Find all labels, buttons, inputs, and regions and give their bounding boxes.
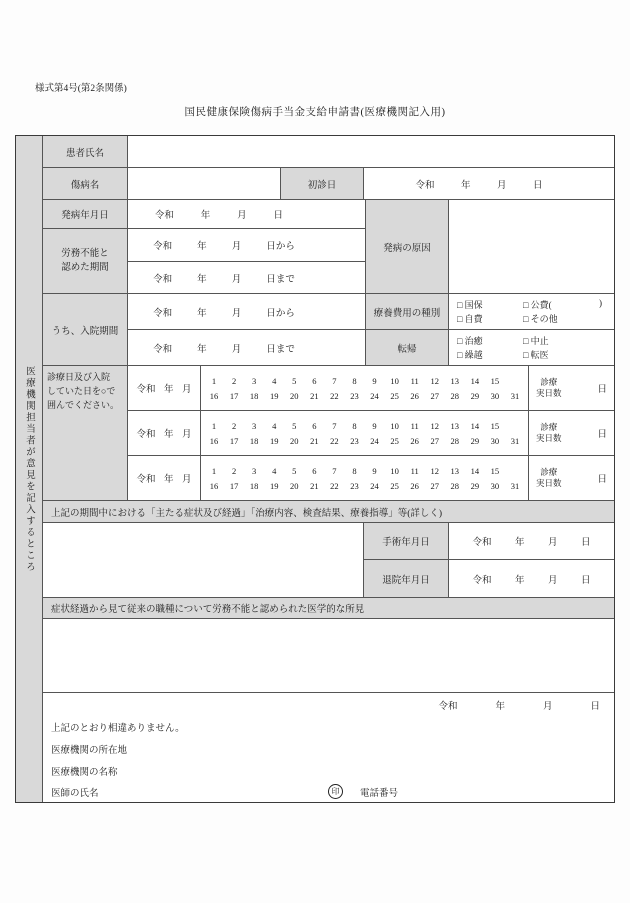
era-label: 令和 <box>153 308 173 319</box>
discharge-date-label: 退院年月日 <box>364 560 449 598</box>
day-number[interactable]: 30 <box>490 435 500 446</box>
day-number[interactable]: 30 <box>490 390 500 401</box>
checkbox-stopped[interactable]: □ 中止 <box>523 336 549 346</box>
era-label: 令和 <box>472 538 492 548</box>
year-label: 年 <box>514 538 525 548</box>
unable-period-label <box>43 229 128 294</box>
era-label: 令和 <box>415 180 435 191</box>
day-number[interactable]: 20 <box>290 435 299 446</box>
day-number[interactable]: 19 <box>269 435 279 446</box>
label-line: 実日数 <box>536 478 562 488</box>
day-number[interactable] <box>505 376 525 386</box>
day-number[interactable]: 1 <box>211 420 217 431</box>
day-numbers <box>201 366 528 410</box>
visit-days-label <box>536 467 562 490</box>
surgery-date-label: 手術年月日 <box>364 523 449 560</box>
day-number[interactable]: 5 <box>292 465 297 476</box>
day-number[interactable]: 7 <box>332 375 337 386</box>
patient-name-field[interactable] <box>128 136 614 168</box>
day-number[interactable]: 31 <box>510 435 520 446</box>
era-label: 令和 <box>136 385 156 395</box>
day-number[interactable]: 27 <box>430 480 439 491</box>
day-number[interactable]: 1 <box>211 465 217 476</box>
day-number[interactable]: 22 <box>330 480 339 491</box>
disease-name-label: 傷病名 <box>43 168 128 200</box>
day-number[interactable] <box>505 421 525 431</box>
calendar-1-visit-days-field[interactable] <box>529 366 614 411</box>
day-number[interactable]: 25 <box>390 480 399 491</box>
day-number[interactable]: 13 <box>450 375 460 386</box>
day-number[interactable]: 31 <box>510 480 520 491</box>
month-label: 月 <box>237 211 247 221</box>
day-number[interactable]: 2 <box>231 420 237 431</box>
day-number[interactable]: 10 <box>390 465 399 476</box>
day-number[interactable]: 12 <box>430 465 439 476</box>
form-code: 様式第4号(第2条関係) <box>35 84 127 94</box>
day-number[interactable]: 14 <box>470 375 480 386</box>
onset-date-field[interactable] <box>128 200 366 229</box>
day-number[interactable]: 8 <box>352 375 357 386</box>
day-number[interactable]: 18 <box>249 480 259 491</box>
year-label: 年 <box>197 344 207 355</box>
day-number[interactable]: 20 <box>290 480 299 491</box>
label-line: 実日数 <box>536 388 562 398</box>
day-from-label: 日から <box>266 308 295 319</box>
day-number[interactable]: 16 <box>209 390 219 401</box>
calendar-2-year-month-field[interactable] <box>128 411 201 456</box>
sidebar-section-label: 医療機関担当者が意見を記入するところ <box>16 136 43 802</box>
day-number[interactable]: 29 <box>470 390 480 401</box>
era-label: 令和 <box>153 242 173 252</box>
patient-name-label: 患者氏名 <box>43 136 128 168</box>
day-number[interactable]: 16 <box>209 480 219 491</box>
day-number[interactable]: 11 <box>410 375 419 386</box>
day-number[interactable]: 27 <box>430 435 439 446</box>
year-label: 年 <box>495 702 505 712</box>
checkbox-transferred[interactable]: □ 転医 <box>523 350 549 360</box>
day-number[interactable]: 10 <box>390 375 399 386</box>
day-number[interactable]: 17 <box>229 435 239 446</box>
day-number[interactable]: 12 <box>430 375 439 386</box>
day-label: 日 <box>273 211 284 221</box>
day-number[interactable]: 5 <box>292 420 297 431</box>
day-number[interactable]: 9 <box>372 420 377 431</box>
year-label: 年 <box>197 308 207 319</box>
year-label: 年 <box>460 180 471 191</box>
day-number[interactable]: 23 <box>350 480 359 491</box>
certification-section <box>43 693 614 802</box>
day-number[interactable]: 15 <box>490 465 500 476</box>
day-number[interactable]: 24 <box>370 390 379 401</box>
year-label: 年 <box>197 242 207 252</box>
day-number[interactable]: 8 <box>352 420 357 431</box>
month-label: 月 <box>231 344 242 355</box>
day-number[interactable]: 27 <box>430 390 439 401</box>
day-number[interactable]: 21 <box>310 480 319 491</box>
surgery-date-field[interactable] <box>449 523 614 560</box>
findings-text-field[interactable] <box>43 619 614 693</box>
month-label: 月 <box>181 430 192 440</box>
month-label: 月 <box>181 475 192 485</box>
day-number[interactable]: 1 <box>211 375 217 386</box>
day-number[interactable]: 7 <box>332 465 337 476</box>
day-number[interactable]: 4 <box>272 375 277 386</box>
day-number[interactable]: 11 <box>410 420 419 431</box>
month-label: 月 <box>181 385 192 395</box>
day-number[interactable]: 18 <box>249 390 259 401</box>
day-number[interactable]: 31 <box>510 390 520 401</box>
day-number[interactable]: 19 <box>269 480 279 491</box>
month-label: 月 <box>547 538 558 548</box>
label-line: 診療 <box>540 421 558 432</box>
onset-cause-field[interactable] <box>449 200 614 294</box>
day-number[interactable]: 21 <box>310 390 319 401</box>
month-label: 月 <box>231 274 242 285</box>
seal-mark-icon: 印 <box>328 784 343 799</box>
calendar-1-days-grid[interactable] <box>201 366 529 411</box>
day-number[interactable]: 15 <box>490 375 500 386</box>
day-number[interactable]: 25 <box>390 435 399 446</box>
month-label: 月 <box>231 242 242 252</box>
checkbox-kohi[interactable] <box>523 298 606 311</box>
expense-type-options <box>449 294 614 330</box>
day-number[interactable]: 12 <box>430 420 439 431</box>
day-number[interactable]: 24 <box>370 480 379 491</box>
day-unit-label: 日 <box>597 475 607 485</box>
label-line: 診療 <box>540 376 558 387</box>
day-number[interactable]: 30 <box>490 480 500 491</box>
year-label: 年 <box>163 430 174 440</box>
page-title: 国民健康保険傷病手当金支給申請書(医療機関記入用) <box>184 107 446 118</box>
day-number[interactable]: 9 <box>372 375 377 386</box>
day-numbers <box>201 411 528 455</box>
day-number[interactable]: 15 <box>490 420 500 431</box>
day-number[interactable]: 20 <box>290 390 299 401</box>
day-number[interactable] <box>505 466 525 476</box>
certification-statement: 上記のとおり相違ありません。 <box>51 724 185 734</box>
day-number[interactable]: 9 <box>372 465 377 476</box>
day-number[interactable]: 18 <box>249 435 259 446</box>
day-number[interactable]: 22 <box>330 390 339 401</box>
year-label: 年 <box>514 575 525 586</box>
calendar-3-year-month-field[interactable] <box>128 456 201 501</box>
day-number[interactable]: 8 <box>352 465 357 476</box>
hospital-period-label: うち、入院期間 <box>43 294 128 366</box>
day-number[interactable]: 28 <box>450 480 460 491</box>
first-visit-label: 初診日 <box>281 168 364 200</box>
doctor-name-label: 医師の氏名 <box>51 789 99 799</box>
day-number[interactable]: 29 <box>470 435 480 446</box>
day-number[interactable]: 7 <box>332 420 337 431</box>
month-label: 月 <box>542 702 553 712</box>
year-label: 年 <box>163 475 174 485</box>
calendar-3-days-grid[interactable] <box>201 456 529 501</box>
day-from-label: 日から <box>266 242 295 252</box>
day-to-label: 日まで <box>266 274 295 285</box>
disease-name-field[interactable] <box>128 168 281 200</box>
label-line: 実日数 <box>536 433 562 443</box>
day-number[interactable]: 11 <box>410 465 419 476</box>
label-line: 囲んでください。 <box>47 399 120 410</box>
visit-days-label <box>536 377 562 400</box>
day-number[interactable]: 13 <box>450 465 460 476</box>
day-number[interactable]: 26 <box>410 480 419 491</box>
label-line: していた日を○で <box>47 385 116 396</box>
calendar-1-year-month-field[interactable] <box>128 366 201 411</box>
day-number[interactable]: 25 <box>390 390 399 401</box>
outcome-label: 転帰 <box>366 330 449 366</box>
hospital-period-from-field[interactable] <box>128 294 366 330</box>
day-number[interactable]: 26 <box>410 390 419 401</box>
day-unit-label: 日 <box>597 430 607 440</box>
day-number[interactable]: 21 <box>310 435 319 446</box>
phone-number-label: 電話番号 <box>360 789 399 799</box>
onset-date-label: 発病年月日 <box>43 200 128 229</box>
era-label: 令和 <box>438 702 458 712</box>
outcome-options <box>449 330 614 366</box>
day-unit-label: 日 <box>597 385 607 395</box>
discharge-date-field[interactable] <box>449 560 614 598</box>
day-label: 日 <box>580 575 591 586</box>
hospital-period-to-field[interactable] <box>128 330 366 366</box>
day-number[interactable]: 13 <box>450 420 460 431</box>
checkbox-kokuho[interactable]: □ 国保 <box>457 300 483 310</box>
day-number[interactable]: 5 <box>292 375 297 386</box>
unable-period-from-field[interactable] <box>128 229 366 262</box>
day-to-label: 日まで <box>266 344 295 355</box>
day-number[interactable]: 6 <box>312 375 317 386</box>
certification-date-field[interactable] <box>438 698 600 712</box>
day-number[interactable]: 2 <box>231 375 237 386</box>
month-label: 月 <box>231 308 242 319</box>
day-number[interactable]: 14 <box>470 420 480 431</box>
month-label: 月 <box>547 575 558 586</box>
era-label: 令和 <box>136 475 156 485</box>
year-label: 年 <box>163 385 174 395</box>
visit-days-label <box>536 422 562 445</box>
institution-address-label: 医療機関の所在地 <box>51 746 128 756</box>
day-number[interactable]: 4 <box>272 465 277 476</box>
form-table <box>15 135 615 803</box>
day-number[interactable]: 16 <box>209 435 219 446</box>
findings-section-header: 症状経過から見て従来の職種について労務不能と認められた医学的な所見 <box>43 598 614 619</box>
day-number[interactable]: 3 <box>252 465 257 476</box>
label-line: 認めた期間 <box>61 263 109 273</box>
day-number[interactable]: 19 <box>269 390 279 401</box>
label-line: 労務不能と <box>61 248 109 259</box>
day-number[interactable]: 10 <box>390 420 399 431</box>
calendar-2-visit-days-field[interactable] <box>529 411 614 456</box>
day-label: 日 <box>580 538 591 548</box>
month-label: 月 <box>496 180 507 191</box>
era-label: 令和 <box>153 274 173 285</box>
day-number[interactable]: 3 <box>252 375 257 386</box>
symptoms-section-header: 上記の期間中における「主たる症状及び経過」「治療内容、検査結果、療養指導」等(詳しく) <box>43 501 614 523</box>
day-numbers <box>201 456 528 500</box>
calendar-3-visit-days-field[interactable] <box>529 456 614 501</box>
symptoms-text-field[interactable] <box>43 523 364 598</box>
checkbox-kohi-label: □ 公費( <box>523 300 552 310</box>
day-number[interactable]: 4 <box>272 420 277 431</box>
day-number[interactable]: 23 <box>350 390 359 401</box>
day-label: 日 <box>532 180 543 191</box>
era-label: 令和 <box>153 344 173 355</box>
onset-cause-label: 発病の原因 <box>366 200 449 294</box>
day-number[interactable]: 6 <box>312 465 317 476</box>
day-number[interactable]: 17 <box>229 390 239 401</box>
day-number[interactable]: 3 <box>252 420 257 431</box>
year-label: 年 <box>197 274 207 285</box>
day-number[interactable]: 23 <box>350 435 359 446</box>
checkbox-carried-over[interactable]: □ 繰越 <box>457 350 483 360</box>
day-number[interactable]: 2 <box>231 465 237 476</box>
era-label: 令和 <box>154 211 174 221</box>
calendar-instruction-label <box>43 366 128 501</box>
year-label: 年 <box>200 211 211 221</box>
checkbox-cured[interactable]: □ 治癒 <box>457 336 483 346</box>
institution-name-label: 医療機関の名称 <box>51 768 118 778</box>
expense-type-label: 療養費用の種別 <box>366 294 449 330</box>
day-number[interactable]: 26 <box>410 435 419 446</box>
unable-period-to-field[interactable] <box>128 262 366 294</box>
day-number[interactable]: 24 <box>370 435 379 446</box>
label-line: 診療 <box>540 466 558 477</box>
era-label: 令和 <box>136 430 156 440</box>
checkbox-kohi-paren: ) <box>599 298 602 308</box>
day-number[interactable]: 6 <box>312 420 317 431</box>
checkbox-other[interactable]: □ その他 <box>523 314 558 324</box>
day-label: 日 <box>590 702 600 712</box>
calendar-2-days-grid[interactable] <box>201 411 529 456</box>
day-number[interactable]: 14 <box>470 465 480 476</box>
day-number[interactable]: 22 <box>330 435 339 446</box>
label-line: 診療日及び入院 <box>47 372 111 382</box>
day-number[interactable]: 28 <box>450 435 460 446</box>
era-label: 令和 <box>472 575 492 586</box>
first-visit-date-field[interactable] <box>364 168 614 200</box>
unable-period-label-text <box>61 247 109 276</box>
day-number[interactable]: 17 <box>229 480 239 491</box>
checkbox-jihi[interactable]: □ 自費 <box>457 314 483 324</box>
day-number[interactable]: 28 <box>450 390 460 401</box>
day-number[interactable]: 29 <box>470 480 480 491</box>
